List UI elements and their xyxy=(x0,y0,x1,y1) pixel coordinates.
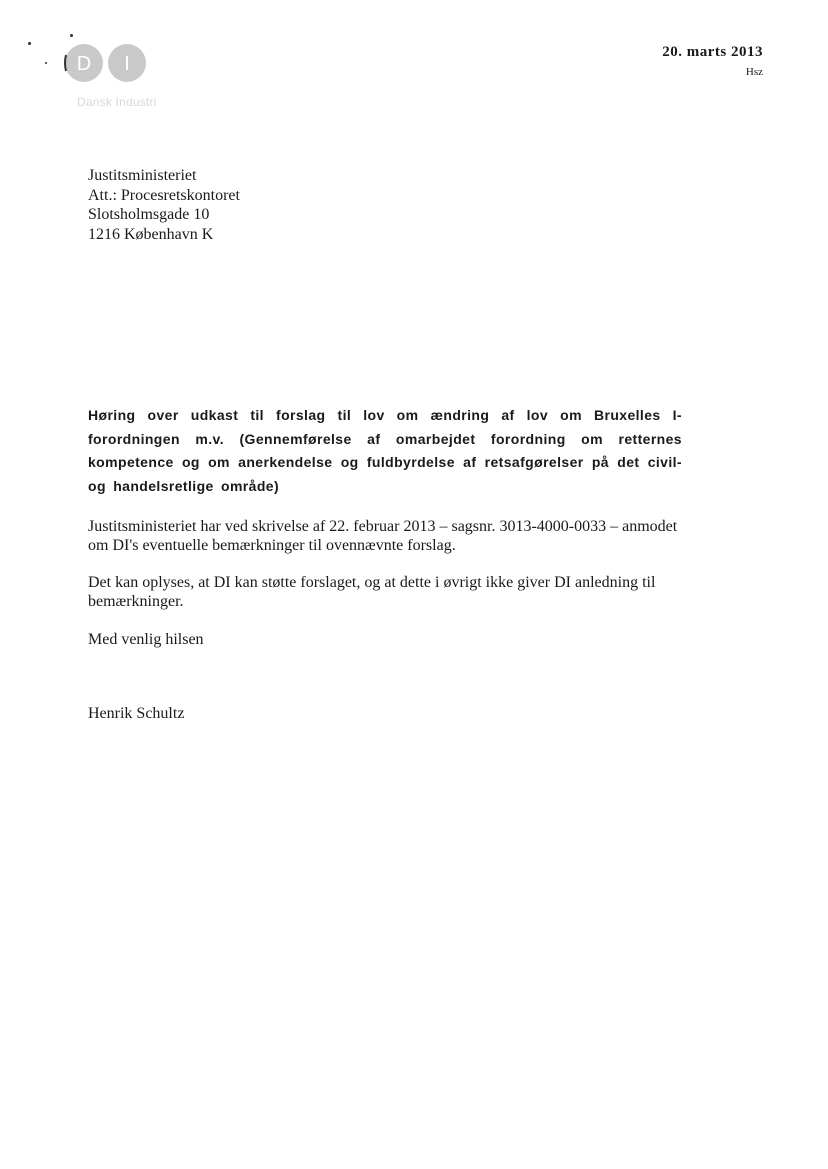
scan-speck xyxy=(45,62,47,64)
logo-caption: Dansk Industri xyxy=(77,95,157,109)
address-line: 1216 København K xyxy=(88,225,214,243)
closing-salutation: Med venlig hilsen xyxy=(88,631,204,648)
scan-speck xyxy=(70,34,73,37)
address-line: Att.: Procesretskontoret xyxy=(88,186,240,204)
letter-date: 20. marts 2013 xyxy=(662,44,763,60)
recipient-address xyxy=(88,166,240,244)
body-paragraph: Justitsministeriet har ved skrivelse af 22. februar 2013 – sagsnr. 3013-4000-0033 – anmodet om DI's eventuelle bemærkninger til ovennævnte forslag. xyxy=(88,518,678,554)
subject-heading: Høring over udkast til forslag til lov om ændring af lov om Bruxelles I-forordningen m.v. (Gennemførelse af omarbejdet forordning om retternes kompetence og om anerkendelse og fuldbyrdelse af retsafgørelser på det civil- og handelsretlige område) xyxy=(88,407,682,494)
body-paragraph: Det kan oplyses, at DI kan støtte forslaget, og at dette i øvrigt ikke giver DI anledning til bemærkninger. xyxy=(88,574,656,610)
logo-letter-i: I xyxy=(124,53,130,75)
signature-name: Henrik Schultz xyxy=(88,705,185,722)
address-line: Slotsholmsgade 10 xyxy=(88,206,210,223)
di-logo xyxy=(64,43,148,83)
scan-speck xyxy=(28,42,31,45)
address-line: Justitsministeriet xyxy=(88,167,197,184)
logo-letter-d: D xyxy=(76,53,92,75)
author-initials: Hsz xyxy=(745,66,763,78)
